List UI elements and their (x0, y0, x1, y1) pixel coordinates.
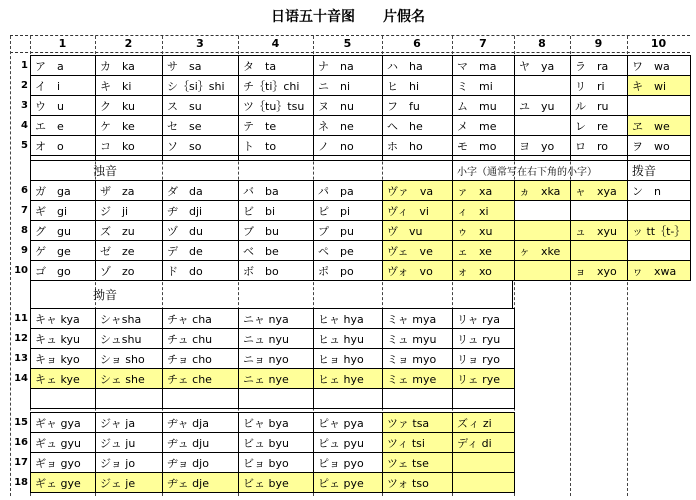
kana-cell: ン n (627, 180, 691, 201)
blank-cell (95, 388, 163, 409)
kana-cell: ヂ dji (162, 200, 239, 221)
kana-cell: ム mu (452, 95, 515, 116)
row-header: 7 (21, 205, 28, 216)
kana-cell: ツォ tso (382, 472, 453, 493)
kana-cell: ラ ra (570, 55, 628, 76)
kana-cell: チェ che (162, 368, 239, 389)
blank-cell (238, 388, 314, 409)
kana-cell (570, 240, 628, 261)
kana-cell: ォ xo (452, 260, 515, 281)
kana-cell: リ ri (570, 75, 628, 96)
kana-cell: ピ pi (313, 200, 383, 221)
kana-cell (452, 452, 515, 473)
blank-cell (30, 388, 96, 409)
kana-cell: デ de (162, 240, 239, 261)
kana-cell: ト to (238, 135, 314, 156)
kana-cell: ジ ji (95, 200, 163, 221)
header-divider (10, 35, 690, 36)
row-header: 5 (21, 140, 28, 151)
kana-cell: ギ gi (30, 200, 96, 221)
kana-cell: ニュ nyu (238, 328, 314, 349)
kana-cell: ヒェ hye (313, 368, 383, 389)
kana-cell: ァ xa (452, 180, 515, 201)
kana-cell: ソ so (162, 135, 239, 156)
kana-cell: ヌ nu (313, 95, 383, 116)
kana-cell: ガ ga (30, 180, 96, 201)
kana-cell: オ o (30, 135, 96, 156)
kana-cell: ャ xya (570, 180, 628, 201)
kana-cell: ヂェ dje (162, 472, 239, 493)
kana-cell: ミャ mya (382, 308, 453, 329)
kana-cell: リュ ryu (452, 328, 515, 349)
kana-cell: ヒョ hyo (313, 348, 383, 369)
kana-cell: ショ sho (95, 348, 163, 369)
kana-cell: ル ru (570, 95, 628, 116)
kana-cell: ス su (162, 95, 239, 116)
section-label-youon: 拗音 (30, 280, 513, 309)
kana-cell: ビュ byu (238, 432, 314, 453)
kana-cell: サ sa (162, 55, 239, 76)
column-header: 4 (271, 37, 280, 50)
kana-cell: ヂョ djo (162, 452, 239, 473)
kana-cell: イ i (30, 75, 96, 96)
blank-cell (162, 388, 239, 409)
kana-cell: ヅ du (162, 220, 239, 241)
kana-cell: ズ zu (95, 220, 163, 241)
kana-cell (627, 95, 691, 116)
kana-cell: ポ po (313, 260, 383, 281)
kana-cell: ペ pe (313, 240, 383, 261)
kana-cell: ヒャ hya (313, 308, 383, 329)
kana-cell (514, 115, 571, 136)
blank-cell (313, 388, 383, 409)
kana-cell (514, 260, 571, 281)
chart-title: 日语五十音图 片假名 (271, 9, 425, 25)
kana-cell: ネ ne (313, 115, 383, 136)
kana-cell: ヂャ dja (162, 412, 239, 433)
kana-cell: ク ku (95, 95, 163, 116)
section-label-hatsuon: 拨音 (627, 160, 691, 181)
kana-cell: ブ bu (238, 220, 314, 241)
kana-cell: エ e (30, 115, 96, 136)
row-header: 18 (14, 477, 28, 488)
kana-cell: ザ za (95, 180, 163, 201)
column-divider (10, 36, 11, 496)
kana-cell: ケ ke (95, 115, 163, 136)
kana-cell: ヴィ vi (382, 200, 453, 221)
kana-cell: ヘ he (382, 115, 453, 136)
kana-cell: パ pa (313, 180, 383, 201)
kana-cell: ミ mi (452, 75, 515, 96)
kana-cell: ツァ tsa (382, 412, 453, 433)
kana-cell: ミョ myo (382, 348, 453, 369)
kana-cell: ビャ bya (238, 412, 314, 433)
kana-cell: ヒ hi (382, 75, 453, 96)
kana-cell: リョ ryo (452, 348, 515, 369)
kana-cell: マ ma (452, 55, 515, 76)
blank-cell (162, 155, 239, 161)
blank-cell (238, 155, 314, 161)
kana-cell: ョ xyo (570, 260, 628, 281)
header-divider (10, 52, 690, 53)
kana-cell: ピェ pye (313, 472, 383, 493)
kana-cell (514, 75, 571, 96)
kana-cell: ゲ ge (30, 240, 96, 261)
kana-cell: メ me (452, 115, 515, 136)
kana-cell: モ mo (452, 135, 515, 156)
kana-cell (452, 472, 515, 493)
kana-cell: ヱ we (627, 115, 691, 136)
row-header: 2 (21, 80, 28, 91)
kana-cell: ヶ xke (514, 240, 571, 261)
row-header: 8 (21, 225, 28, 236)
kana-cell: ヴ vu (382, 220, 453, 241)
kana-cell: チャ cha (162, 308, 239, 329)
blank-cell (514, 155, 571, 161)
kana-cell: キ ki (95, 75, 163, 96)
kana-cell: ビョ byo (238, 452, 314, 473)
kana-cell (627, 240, 691, 261)
kana-cell: リェ rye (452, 368, 515, 389)
kana-cell: ヒュ hyu (313, 328, 383, 349)
kana-cell: ギェ gye (30, 472, 96, 493)
kana-cell: チ｛ti｝chi (238, 75, 314, 96)
row-header: 10 (14, 265, 28, 276)
kana-cell: シ｛si｝shi (162, 75, 239, 96)
kana-cell: ホ ho (382, 135, 453, 156)
kana-cell: ツィ tsi (382, 432, 453, 453)
blank-cell (313, 155, 383, 161)
kana-cell: キ wi (627, 75, 691, 96)
kana-cell: ッ tt｛t-｝ (627, 220, 691, 241)
kana-cell: ィ xi (452, 200, 515, 221)
kana-cell: ギャ gya (30, 412, 96, 433)
kana-cell: ヵ xka (514, 180, 571, 201)
blank-cell (627, 155, 691, 161)
kana-cell: ユ yu (514, 95, 571, 116)
kana-cell: ロ ro (570, 135, 628, 156)
row-header: 1 (21, 60, 28, 71)
kana-cell (570, 200, 628, 221)
kana-cell: ベ be (238, 240, 314, 261)
kana-cell: シェ she (95, 368, 163, 389)
kana-cell: ヨ yo (514, 135, 571, 156)
kana-cell: ミュ myu (382, 328, 453, 349)
kana-cell: カ ka (95, 55, 163, 76)
column-header: 5 (343, 37, 352, 50)
kana-cell: ニ ni (313, 75, 383, 96)
kana-cell: バ ba (238, 180, 314, 201)
kana-cell: ズィ zi (452, 412, 515, 433)
kana-cell: シャsha (95, 308, 163, 329)
row-header: 11 (14, 313, 28, 324)
kana-cell: ア a (30, 55, 96, 76)
kana-cell: ュ xyu (570, 220, 628, 241)
kana-cell: ヴァ va (382, 180, 453, 201)
kana-cell: ニェ nye (238, 368, 314, 389)
kana-cell: キェ kye (30, 368, 96, 389)
kana-cell: ピュ pyu (313, 432, 383, 453)
row-header: 15 (14, 417, 28, 428)
blank-cell (30, 155, 96, 161)
kana-cell: ワ wa (627, 55, 691, 76)
kana-cell: ヮ xwa (627, 260, 691, 281)
kana-cell: ニョ nyo (238, 348, 314, 369)
column-header: 8 (538, 37, 546, 50)
kana-cell: ハ ha (382, 55, 453, 76)
kana-cell: レ re (570, 115, 628, 136)
row-header: 14 (14, 373, 28, 384)
kana-cell: ギョ gyo (30, 452, 96, 473)
column-header: 1 (58, 37, 67, 50)
kana-cell: シュshu (95, 328, 163, 349)
kana-cell: ヴェ ve (382, 240, 453, 261)
kana-cell: ヲ wo (627, 135, 691, 156)
kana-cell: ディ di (452, 432, 515, 453)
kana-cell: ダ da (162, 180, 239, 201)
kana-cell: ヴォ vo (382, 260, 453, 281)
kana-cell: テ te (238, 115, 314, 136)
kana-cell: ミェ mye (382, 368, 453, 389)
column-header: 7 (479, 37, 487, 50)
kana-cell: ジュ ju (95, 432, 163, 453)
kana-cell: ジャ ja (95, 412, 163, 433)
kana-cell: タ ta (238, 55, 314, 76)
kana-cell: ゾ zo (95, 260, 163, 281)
column-header: 2 (124, 37, 133, 50)
kana-cell: ノ no (313, 135, 383, 156)
row-header: 9 (21, 245, 28, 256)
kana-cell: フ fu (382, 95, 453, 116)
kana-cell: ビ bi (238, 200, 314, 221)
kana-cell: ド do (162, 260, 239, 281)
kana-cell: ツ｛tu｝tsu (238, 95, 314, 116)
kana-cell: ヤ ya (514, 55, 571, 76)
column-header: 3 (196, 37, 204, 50)
kana-cell: ニャ nya (238, 308, 314, 329)
kana-cell: ェ xe (452, 240, 515, 261)
kana-cell: ウ u (30, 95, 96, 116)
row-header: 17 (14, 457, 28, 468)
row-header: 12 (14, 333, 28, 344)
row-header: 6 (21, 185, 28, 196)
blank-cell (452, 388, 515, 409)
row-header: 4 (21, 120, 28, 131)
kana-cell: ピョ pyo (313, 452, 383, 473)
kana-cell (514, 200, 571, 221)
kana-cell: チュ chu (162, 328, 239, 349)
kana-cell: ヂュ dju (162, 432, 239, 453)
kana-cell: リャ rya (452, 308, 515, 329)
blank-cell (382, 155, 453, 161)
kana-cell: ツェ tse (382, 452, 453, 473)
row-header: 13 (14, 353, 28, 364)
blank-cell (452, 155, 515, 161)
kana-cell: ジョ jo (95, 452, 163, 473)
kana-cell: キョ kyo (30, 348, 96, 369)
kana-cell: ビェ bye (238, 472, 314, 493)
row-header: 3 (21, 100, 28, 111)
kana-cell: グ gu (30, 220, 96, 241)
blank-cell (95, 155, 163, 161)
column-header: 10 (650, 37, 667, 50)
kana-cell (514, 220, 571, 241)
section-label-small: 小字（通常写在右下角的小字） (452, 160, 628, 181)
kana-cell: ナ na (313, 55, 383, 76)
kana-cell: キュ kyu (30, 328, 96, 349)
section-label-dakuon: 浊音 (30, 160, 453, 181)
kana-cell: チョ cho (162, 348, 239, 369)
kana-cell: コ ko (95, 135, 163, 156)
kana-cell: ボ bo (238, 260, 314, 281)
kana-cell: キャ kya (30, 308, 96, 329)
blank-cell (382, 388, 453, 409)
kana-cell: ピャ pya (313, 412, 383, 433)
kana-cell: ゥ xu (452, 220, 515, 241)
kana-cell: ゴ go (30, 260, 96, 281)
column-header: 9 (594, 37, 603, 50)
column-header: 6 (413, 37, 421, 50)
kana-cell (627, 200, 691, 221)
blank-cell (570, 155, 628, 161)
row-header: 16 (14, 437, 28, 448)
kana-cell: セ se (162, 115, 239, 136)
kana-cell: ジェ je (95, 472, 163, 493)
kana-cell: ゼ ze (95, 240, 163, 261)
kana-cell: プ pu (313, 220, 383, 241)
kana-cell: ギュ gyu (30, 432, 96, 453)
